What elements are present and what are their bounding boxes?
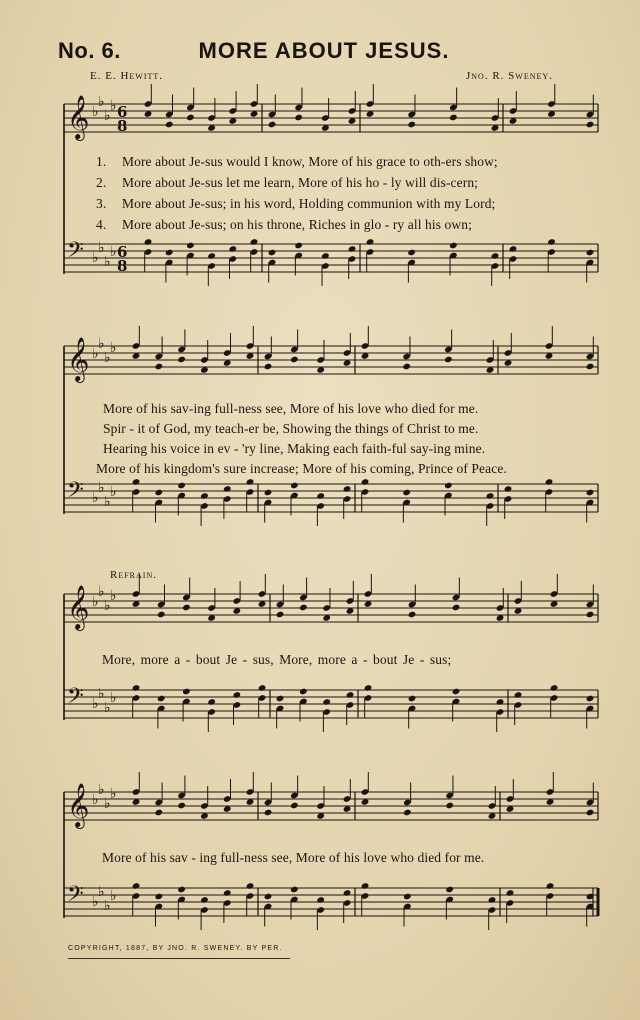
flat-icon: ♭ xyxy=(104,898,111,914)
hymn-title: MORE ABOUT JESUS. xyxy=(198,38,450,63)
flat-icon: ♭ xyxy=(92,594,99,610)
notehead xyxy=(407,249,416,257)
notehead xyxy=(449,114,458,122)
notehead xyxy=(228,245,237,253)
notehead xyxy=(154,809,163,817)
flat-icon: ♭ xyxy=(98,686,105,702)
flat-icon: ♭ xyxy=(110,588,117,604)
notehead xyxy=(264,809,273,817)
time-signature-bottom: 8 xyxy=(117,117,128,135)
flat-icon: ♭ xyxy=(92,894,99,910)
flat-icon: ♭ xyxy=(98,884,105,900)
notehead xyxy=(258,684,267,692)
flat-icon: ♭ xyxy=(92,250,99,266)
notehead xyxy=(157,611,166,619)
notehead xyxy=(322,698,331,706)
notehead xyxy=(452,604,461,612)
notehead xyxy=(154,489,163,497)
notehead xyxy=(361,882,370,890)
stanza-line-2: 2. More about Je-sus let me learn, More of his ho - ly will dis-cern; xyxy=(96,175,479,190)
treble-clef-icon: 𝄞 xyxy=(67,585,90,629)
time-signature-bottom: 8 xyxy=(117,257,128,275)
notehead xyxy=(366,238,375,246)
copyright-rule xyxy=(68,958,290,959)
flat-icon: ♭ xyxy=(104,700,111,716)
flat-icon: ♭ xyxy=(110,98,117,114)
flat-icon: ♭ xyxy=(104,350,111,366)
notehead xyxy=(232,691,241,699)
notehead xyxy=(586,249,595,257)
notehead xyxy=(186,114,195,122)
notehead xyxy=(402,363,411,371)
stanza-line-1: 1. More about Je-sus would I know, More of his grace to oth-ers show; xyxy=(96,154,498,169)
flat-icon: ♭ xyxy=(98,94,105,110)
notehead xyxy=(545,478,554,486)
notehead xyxy=(268,249,277,257)
notehead xyxy=(165,249,174,257)
flat-icon: ♭ xyxy=(110,340,117,356)
notehead xyxy=(343,889,352,897)
notehead xyxy=(402,489,411,497)
flat-icon: ♭ xyxy=(104,796,111,812)
notehead xyxy=(407,121,416,129)
notehead xyxy=(132,882,141,890)
notehead xyxy=(157,695,166,703)
notehead xyxy=(403,893,412,901)
notehead xyxy=(408,611,417,619)
notehead xyxy=(276,611,285,619)
notehead xyxy=(550,684,559,692)
notehead xyxy=(177,356,186,364)
treble-clef-icon: 𝄞 xyxy=(67,783,90,827)
notehead xyxy=(586,611,595,619)
lyricist-credit: E. E. Hewitt. xyxy=(90,70,164,82)
time-signature-top: 6 xyxy=(117,243,128,261)
notehead xyxy=(246,478,255,486)
notehead xyxy=(186,242,195,250)
notehead xyxy=(348,245,357,253)
notehead xyxy=(343,485,352,493)
copyright-notice: COPYRIGHT, 1887, BY JNO. R. SWENEY. BY PER. xyxy=(68,945,283,952)
notehead xyxy=(509,245,518,253)
notehead xyxy=(223,889,232,897)
time-signature-top: 6 xyxy=(117,103,128,121)
stanza2-line-2: Spir - it of God, my teach-er be, Showing the things of Christ to me. xyxy=(103,421,479,436)
refrain-line-1: More, more a - bout Je - sus, More, more a - bout Je - sus; xyxy=(102,652,452,667)
flat-icon: ♭ xyxy=(92,346,99,362)
notehead xyxy=(250,238,259,246)
flat-icon: ♭ xyxy=(104,598,111,614)
notehead xyxy=(586,695,595,703)
notehead xyxy=(346,691,355,699)
stanza2-line-4: More of his kingdom's sure increase; More of his coming, Prince of Peace. xyxy=(96,461,507,476)
stanza-line-4: 4. More about Je-sus; on his throne, Riches in glo - ry all his own; xyxy=(96,217,472,232)
notehead xyxy=(445,802,454,810)
notehead xyxy=(264,893,273,901)
notehead xyxy=(496,698,505,706)
notehead xyxy=(177,886,186,894)
notehead xyxy=(445,886,454,894)
notehead xyxy=(546,882,555,890)
notehead xyxy=(246,882,255,890)
notehead xyxy=(182,604,191,612)
flat-icon: ♭ xyxy=(98,240,105,256)
bass-clef-icon: 𝄢 xyxy=(67,684,84,714)
notehead xyxy=(165,121,174,129)
notehead xyxy=(177,482,186,490)
notehead xyxy=(547,238,556,246)
notehead xyxy=(154,363,163,371)
notehead xyxy=(586,121,595,129)
notehead xyxy=(452,688,461,696)
notehead xyxy=(290,356,299,364)
notehead xyxy=(294,242,303,250)
bass-clef-icon: 𝄢 xyxy=(67,478,84,508)
flat-icon: ♭ xyxy=(110,690,117,706)
notehead xyxy=(207,698,216,706)
notehead xyxy=(586,363,595,371)
notehead xyxy=(294,114,303,122)
refrain-label: Refrain. xyxy=(110,569,157,581)
notehead xyxy=(321,252,330,260)
notehead xyxy=(316,896,325,904)
flat-icon: ♭ xyxy=(92,104,99,120)
notehead xyxy=(132,684,141,692)
flat-icon: ♭ xyxy=(92,792,99,808)
notehead xyxy=(276,695,285,703)
treble-clef-icon: 𝄞 xyxy=(67,337,90,381)
stanza2-line-3: Hearing his voice in ev - 'ry line, Making each faith-ful say-ing mine. xyxy=(103,441,486,456)
notehead xyxy=(264,363,273,371)
notehead xyxy=(444,482,453,490)
notehead xyxy=(491,252,500,260)
flat-icon: ♭ xyxy=(92,490,99,506)
notehead xyxy=(316,492,325,500)
notehead xyxy=(514,691,523,699)
notehead xyxy=(290,802,299,810)
notehead xyxy=(586,809,595,817)
notehead xyxy=(299,604,308,612)
notehead xyxy=(506,889,515,897)
notehead xyxy=(444,356,453,364)
flat-icon: ♭ xyxy=(110,244,117,260)
notehead xyxy=(486,492,495,500)
notehead xyxy=(182,688,191,696)
bass-clef-icon: 𝄢 xyxy=(67,882,84,912)
stanza-line-3: 3. More about Je-sus; in his word, Holding communion with my Lord; xyxy=(96,196,496,211)
notehead xyxy=(586,489,595,497)
flat-icon: ♭ xyxy=(104,254,111,270)
notehead xyxy=(488,896,497,904)
flat-icon: ♭ xyxy=(92,696,99,712)
refrain-line-2: More of his sav - ing full-ness see, More of his love who died for me. xyxy=(102,850,485,865)
flat-icon: ♭ xyxy=(110,888,117,904)
stanza2-line-1: More of his sav-ing full-ness see, More of his love who died for me. xyxy=(103,401,479,416)
notehead xyxy=(200,492,209,500)
flat-icon: ♭ xyxy=(98,480,105,496)
notehead xyxy=(299,688,308,696)
flat-icon: ♭ xyxy=(110,484,117,500)
notehead xyxy=(154,893,163,901)
flat-icon: ♭ xyxy=(98,782,105,798)
flat-icon: ♭ xyxy=(104,494,111,510)
notehead xyxy=(268,121,277,129)
notehead xyxy=(361,478,370,486)
notehead xyxy=(207,252,216,260)
notehead xyxy=(290,886,299,894)
notehead xyxy=(364,684,373,692)
bass-clef-icon: 𝄢 xyxy=(67,238,84,268)
hymn-number: No. 6. xyxy=(58,38,121,63)
notehead xyxy=(223,485,232,493)
notehead xyxy=(290,482,299,490)
flat-icon: ♭ xyxy=(110,786,117,802)
composer-credit: Jno. R. Sweney. xyxy=(466,70,553,82)
notehead xyxy=(200,896,209,904)
notehead xyxy=(403,809,412,817)
notehead xyxy=(504,485,513,493)
flat-icon: ♭ xyxy=(104,108,111,124)
notehead xyxy=(408,695,417,703)
flat-icon: ♭ xyxy=(98,336,105,352)
notehead xyxy=(264,489,273,497)
flat-icon: ♭ xyxy=(98,584,105,600)
treble-clef-icon: 𝄞 xyxy=(67,95,90,139)
notehead xyxy=(144,238,153,246)
notehead xyxy=(177,802,186,810)
notehead xyxy=(132,478,141,486)
notehead xyxy=(449,242,458,250)
